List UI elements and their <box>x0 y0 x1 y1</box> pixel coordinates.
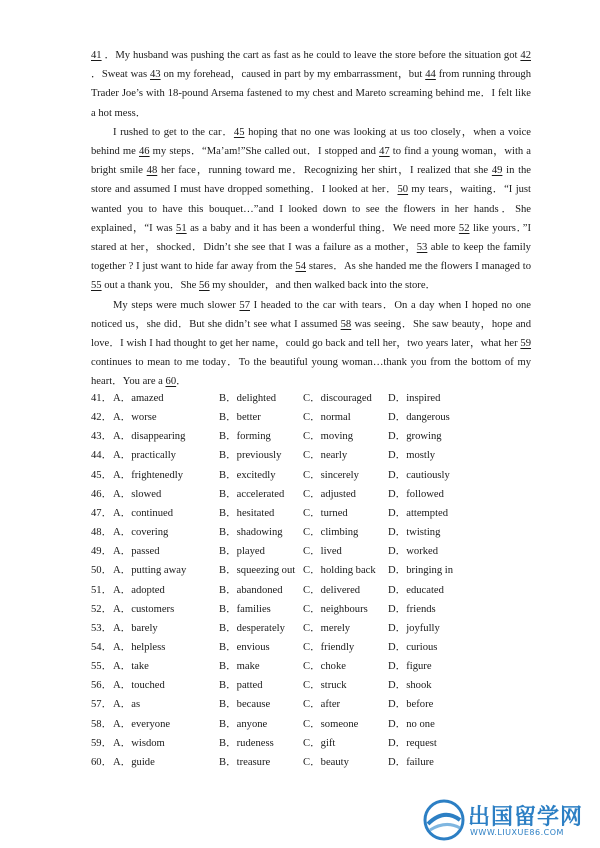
question-row <box>91 427 531 446</box>
question-row <box>91 485 531 504</box>
question-row <box>91 542 531 561</box>
option-d: D．bringing in <box>388 565 454 577</box>
option-c: C．gift <box>303 737 336 749</box>
option-c: C．beauty <box>303 756 349 768</box>
option-d: D．mostly <box>388 450 436 462</box>
question-row <box>91 389 531 408</box>
option-a: A．adopted <box>113 584 165 596</box>
option-b: B．hesitated <box>219 507 275 519</box>
watermark-url: WWW.LIUXUE86.COM <box>470 828 564 837</box>
question-number: 49． <box>91 546 113 558</box>
option-d: D．friends <box>388 603 436 615</box>
blank-number: 50 <box>397 184 409 196</box>
option-c: C．friendly <box>303 641 355 653</box>
option-d: D．growing <box>388 431 442 443</box>
option-a: A．putting away <box>113 565 187 577</box>
question-number: 43． <box>91 431 113 443</box>
option-a: A．as <box>113 699 141 711</box>
passage-text: as a baby and it has been a wonderful thing．We need more <box>186 222 459 234</box>
passage-text: ．Sweat was <box>91 69 150 81</box>
question-row <box>91 408 531 427</box>
passage-text: continues to mean to me today．To the beautiful young woman…thank you from the bottom of my heart．You are a <box>91 357 531 388</box>
passage-text: able to keep the family together ? I just want to hide far away from the <box>91 242 531 273</box>
passage-text: out a thank you．She <box>101 280 199 292</box>
question-row <box>91 466 531 485</box>
passage-text: I headed to the car with tears．On a day when I hoped no one noticed us，she did．But she didn’t see what I assumed <box>91 299 531 330</box>
option-a: A．slowed <box>113 488 162 500</box>
passage-text: my shoulder，and then walked back into the store． <box>209 280 437 292</box>
option-b: B．treasure <box>219 756 271 768</box>
option-b: B．squeezing out <box>219 565 296 577</box>
option-d: D．educated <box>388 584 444 596</box>
question-row <box>91 446 531 465</box>
question-number: 47． <box>91 507 113 519</box>
blank-number: 60 <box>165 376 177 388</box>
option-d: D．no one <box>388 718 435 730</box>
passage-text: her face，running toward me．Recognizing her shirt，I realized that she <box>157 165 492 177</box>
question-row <box>91 753 531 772</box>
question-number: 60． <box>91 756 113 768</box>
question-row <box>91 715 531 734</box>
option-c: C．moving <box>303 431 354 443</box>
option-c: C．after <box>303 699 341 711</box>
blank-number: 58 <box>340 318 352 330</box>
question-number: 52． <box>91 603 113 615</box>
blank-number: 51 <box>176 222 187 234</box>
option-d: D．request <box>388 737 437 749</box>
option-c: C．sincerely <box>303 469 359 481</box>
question-row <box>91 657 531 676</box>
passage-text: I rushed to get to the car． <box>113 126 234 138</box>
question-row <box>91 619 531 638</box>
blank-number: 48 <box>146 165 158 177</box>
question-row <box>91 600 531 619</box>
option-b: B．families <box>219 603 271 615</box>
question-row <box>91 676 531 695</box>
blank-number: 55 <box>91 280 102 292</box>
passage-text: stares．As she handed me the flowers I managed to <box>306 261 532 273</box>
option-c: C．normal <box>303 412 351 424</box>
question-number: 57． <box>91 699 113 711</box>
question-row <box>91 504 531 523</box>
option-c: C．someone <box>303 718 359 730</box>
option-c: C．lived <box>303 546 342 558</box>
passage-paragraph-1 <box>91 46 531 123</box>
option-b: B．forming <box>219 431 271 443</box>
option-a: A．disappearing <box>113 431 186 443</box>
option-b: B．accelerated <box>219 488 285 500</box>
blank-number: 43 <box>149 69 161 81</box>
option-b: B．abandoned <box>219 584 283 596</box>
option-b: B．played <box>219 546 265 558</box>
option-c: C．choke <box>303 661 346 673</box>
question-number: 54． <box>91 641 113 653</box>
blank-number: 45 <box>233 126 245 138</box>
question-number: 48． <box>91 527 113 539</box>
option-b: B．anyone <box>219 718 268 730</box>
question-number: 45． <box>91 469 113 481</box>
option-d: D．followed <box>388 488 444 500</box>
option-a: A．touched <box>113 680 165 692</box>
globe-logo-icon <box>422 798 466 842</box>
option-b: B．better <box>219 412 261 424</box>
option-c: C．nearly <box>303 450 348 462</box>
blank-number: 56 <box>199 280 210 292</box>
question-number: 46． <box>91 488 113 500</box>
question-row <box>91 638 531 657</box>
option-a: A．barely <box>113 622 158 634</box>
site-watermark <box>422 798 590 842</box>
option-d: D．dangerous <box>388 412 450 424</box>
blank-number: 59 <box>520 338 531 350</box>
question-number: 58． <box>91 718 113 730</box>
option-c: C．holding back <box>303 565 376 577</box>
option-a: A．everyone <box>113 718 171 730</box>
option-b: B．patted <box>219 680 263 692</box>
blank-number: 42 <box>520 50 531 61</box>
blank-number: 46 <box>138 146 150 158</box>
option-a: A．passed <box>113 546 160 558</box>
option-a: A．helpless <box>113 641 166 653</box>
option-b: B．because <box>219 699 271 711</box>
passage-text: like yours．”I stared at her，shocked．Didn’t she see that I was a failure as a mother， <box>91 222 531 254</box>
option-c: C．neighbours <box>303 603 368 615</box>
passage-text: my tears，waiting．“I just wanted you to have this bouquet…”and I looked down to see the flowers in her hands．She explained，“I was <box>91 184 531 234</box>
passage-paragraph-3 <box>91 296 531 392</box>
question-row <box>91 734 531 753</box>
option-b: B．excitedly <box>219 469 276 481</box>
blank-number: 44 <box>425 69 436 81</box>
question-number: 53． <box>91 622 113 634</box>
blank-number: 57 <box>239 299 250 311</box>
blank-number: 49 <box>491 165 503 177</box>
passage-text: to find a young woman，with a bright smile <box>91 146 531 177</box>
option-a: A．customers <box>113 603 175 615</box>
option-a: A．frightenedly <box>113 469 184 481</box>
question-number: 50． <box>91 565 113 577</box>
option-a: A．practically <box>113 450 176 462</box>
option-d: D．joyfully <box>388 622 440 634</box>
passage-text: hoping that no one was looking at us too closely，when a voice behind me <box>91 126 531 158</box>
option-c: C．delivered <box>303 584 361 596</box>
question-number: 56． <box>91 680 113 692</box>
option-a: A．guide <box>113 756 155 768</box>
option-d: D．shook <box>388 680 432 692</box>
blank-number: 47 <box>379 146 390 158</box>
option-d: D．failure <box>388 756 434 768</box>
question-number: 59． <box>91 737 113 749</box>
blank-number: 54 <box>295 261 306 273</box>
question-number: 44． <box>91 450 113 462</box>
option-c: C．merely <box>303 622 351 634</box>
option-c: C．struck <box>303 680 347 692</box>
question-number: 42． <box>91 412 113 424</box>
question-row <box>91 523 531 542</box>
option-b: B．desperately <box>219 622 285 634</box>
passage-text: ． <box>176 376 187 388</box>
option-c: C．turned <box>303 507 348 519</box>
passage-text: on my forehead，caused in part by my embarrassment，but <box>160 69 426 81</box>
option-a: A．continued <box>113 507 174 519</box>
question-row <box>91 581 531 600</box>
option-d: D．figure <box>388 661 432 673</box>
document-page <box>91 46 531 392</box>
option-b: B．rudeness <box>219 737 274 749</box>
passage-text: in the store and assumed I must have dropped something．I looked at her． <box>91 165 532 196</box>
option-d: D．worked <box>388 546 439 558</box>
option-d: D．twisting <box>388 527 441 539</box>
question-number: 41． <box>91 393 113 404</box>
option-d: D．cautiously <box>388 469 450 481</box>
watermark-title: 出国留学网 <box>468 805 584 830</box>
option-a: A．take <box>113 661 149 673</box>
question-number: 55． <box>91 661 113 673</box>
option-b: B．previously <box>219 450 282 462</box>
option-a: A．worse <box>113 412 157 424</box>
passage-text: was seeing．She saw beauty，hope and love．I wish I had thought to get her name，could go back and tell her，two years later，what her <box>91 318 531 350</box>
option-c: C．climbing <box>303 527 359 539</box>
option-d: D．before <box>388 699 434 711</box>
passage-text: my steps．“Ma’am!”She called out．I stopped and <box>149 146 380 158</box>
option-b: B．envious <box>219 641 270 653</box>
blank-number: 41 <box>91 50 102 61</box>
option-c: C．adjusted <box>303 488 356 500</box>
option-b: B．delighted <box>219 393 277 404</box>
option-a: A．amazed <box>113 393 164 404</box>
question-row <box>91 695 531 714</box>
blank-number: 52 <box>458 222 470 234</box>
question-row <box>91 561 531 580</box>
option-d: D．inspired <box>388 393 441 404</box>
option-c: C．discouraged <box>303 393 372 404</box>
passage-text: My steps were much slower <box>113 299 240 311</box>
option-a: A．covering <box>113 527 169 539</box>
option-d: D．attempted <box>388 507 449 519</box>
option-a: A．wisdom <box>113 737 165 749</box>
passage-paragraph-2 <box>91 123 531 296</box>
question-number: 51． <box>91 584 113 596</box>
passage-text: ．My husband was pushing the cart as fast as he could to leave the store before the situation got <box>101 50 521 61</box>
option-b: B．make <box>219 661 260 673</box>
blank-number: 53 <box>416 242 428 254</box>
option-d: D．curious <box>388 641 438 653</box>
option-b: B．shadowing <box>219 527 283 539</box>
passage-text: from running through Trader Joe’s with 18-pound Arsema fastened to my chest and Mareto screaming behind me．I felt like a hot mess． <box>91 69 531 119</box>
